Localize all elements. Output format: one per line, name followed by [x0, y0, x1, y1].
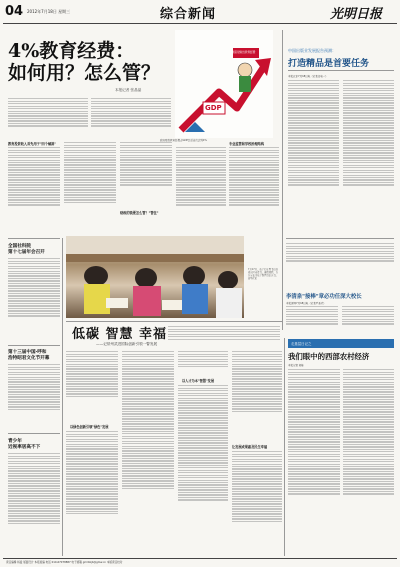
left-briefs-top-rule — [8, 238, 60, 239]
lead-subhead-1: 教育投资收入首先用于"四个倾斜" — [8, 142, 56, 146]
lead-subhead-3: 专业监管和学校治理结构 — [229, 142, 265, 146]
right-mid-col-2 — [342, 305, 394, 335]
lead-body-col-2 — [64, 141, 116, 233]
lead-illustration — [175, 30, 273, 138]
lead-intro-text — [8, 97, 88, 139]
children-reading-photo — [66, 236, 244, 318]
column-divider — [282, 30, 283, 330]
feature-intro — [168, 325, 280, 347]
right-low-title: 我们眼中的西部农村经济 — [288, 352, 370, 361]
lead-body-col-4 — [176, 146, 226, 233]
feature-col-1b — [66, 430, 118, 556]
feature-title: 低碳 智慧 幸福 — [72, 327, 168, 342]
brief-1-title-2: 第十七届年会召开 — [8, 250, 45, 255]
feature-subhead-3: 让发展成果惠及民生幸福 — [232, 445, 268, 449]
brief-3-title-2: 近视率居高不下 — [8, 445, 41, 450]
right-top-col-2 — [343, 79, 394, 235]
footer-rule — [3, 558, 397, 559]
feature-col-4b — [232, 450, 282, 556]
right-mid-pretext — [286, 242, 394, 272]
lead-body-col-3 — [120, 141, 172, 209]
right-top-rule — [288, 70, 394, 71]
feature-subtitle: ——记常州武进国际创新引领一瞥发展 — [96, 342, 158, 346]
gdp-arrow-illustration — [175, 30, 273, 138]
date-line: 2012年7月18日 星期三 — [27, 9, 71, 14]
feature-subhead-1: 以绿色创新引领"绿色"发展 — [70, 425, 109, 429]
brief-3-body — [8, 452, 60, 556]
lead-byline: 本报记者 张晶晶 — [115, 88, 142, 92]
feature-col-3b — [178, 384, 228, 556]
brief-2-title-2: 浩特昭君文化节开幕 — [8, 356, 50, 361]
right-low-tag — [288, 339, 394, 348]
brief-1-title-1: 全国社科院 — [8, 244, 31, 249]
left-briefs-rule-3 — [8, 433, 60, 434]
lead-illustration-caption: 政府财政教育经费占GDP比重首次达到4% — [160, 139, 207, 142]
lead-subhead-2: 财政的钱要怎么管？"管住" — [120, 211, 159, 215]
right-mid-byline: 本报深圳7月18日电（记者严圣禾） — [286, 302, 326, 305]
photo-caption-text: 7月17日，孩子们在图书馆的阅读区内看书。暑假期间，许多家长带孩子到图书馆读书。新华社发 — [248, 268, 278, 280]
header-rule — [3, 23, 397, 24]
brief-3-title-1: 青少年 — [8, 439, 22, 444]
right-mid-col-1 — [286, 305, 338, 335]
right-low-col-2 — [343, 368, 394, 556]
lead-body-col-1 — [8, 146, 60, 233]
right-low-col-1 — [288, 368, 340, 556]
page-number: 04 — [5, 4, 24, 19]
lead-title-line1: 4%教育经费： — [8, 40, 135, 62]
right-mid-title: 李清泉"接棒"章必功任深大校长 — [286, 294, 362, 300]
footer-info: 责任编辑 杨谧 版面设计 本报美编 电话 010-67078887 电子邮箱 gmrbkjb@gmw.cn 本版责任校对 — [6, 561, 123, 564]
brief-1-body — [8, 257, 60, 343]
right-low-byline: 本报记者 刘栋 — [288, 364, 304, 367]
right-top-title: 打造精品是首要任务 — [288, 59, 370, 69]
feature-col-4 — [232, 350, 282, 442]
right-low-divider — [284, 338, 285, 556]
feature-col-2 — [122, 350, 174, 556]
illustration-sign: 国家财政性教育经费 — [232, 51, 256, 54]
left-briefs-divider — [62, 238, 63, 556]
lead-intro-text-2 — [91, 97, 171, 139]
lead-body-col-5 — [229, 146, 279, 233]
brief-2-body — [8, 363, 60, 431]
feature-top-rule — [66, 321, 282, 322]
feature-col-1 — [66, 350, 118, 420]
photo-caption — [248, 268, 278, 318]
feature-subhead-2: 以人才为本"智慧"发展 — [182, 379, 215, 383]
right-top-byline: 本报北京7月18日电（记者庄电一） — [288, 75, 328, 78]
right-top-col-1 — [288, 79, 339, 235]
illustration-gdp: GDP — [205, 104, 222, 112]
right-low-tag-text: 走基层日记之 — [291, 342, 312, 346]
lead-title-line2: 如何用？怎么管？ — [8, 62, 161, 84]
left-briefs-rule-2 — [8, 345, 60, 346]
news-photo — [66, 236, 244, 318]
feature-col-3 — [178, 350, 228, 376]
right-mid-top-rule — [286, 238, 394, 239]
section-title: 综合新闻 — [160, 7, 217, 22]
page-header — [0, 0, 400, 24]
masthead-logo: 光明日报 — [330, 7, 383, 22]
right-top-kicker: 中国出版业发展报告预测： — [288, 48, 336, 53]
brief-2-title-1: 第十三届中国·呼和 — [8, 350, 47, 355]
